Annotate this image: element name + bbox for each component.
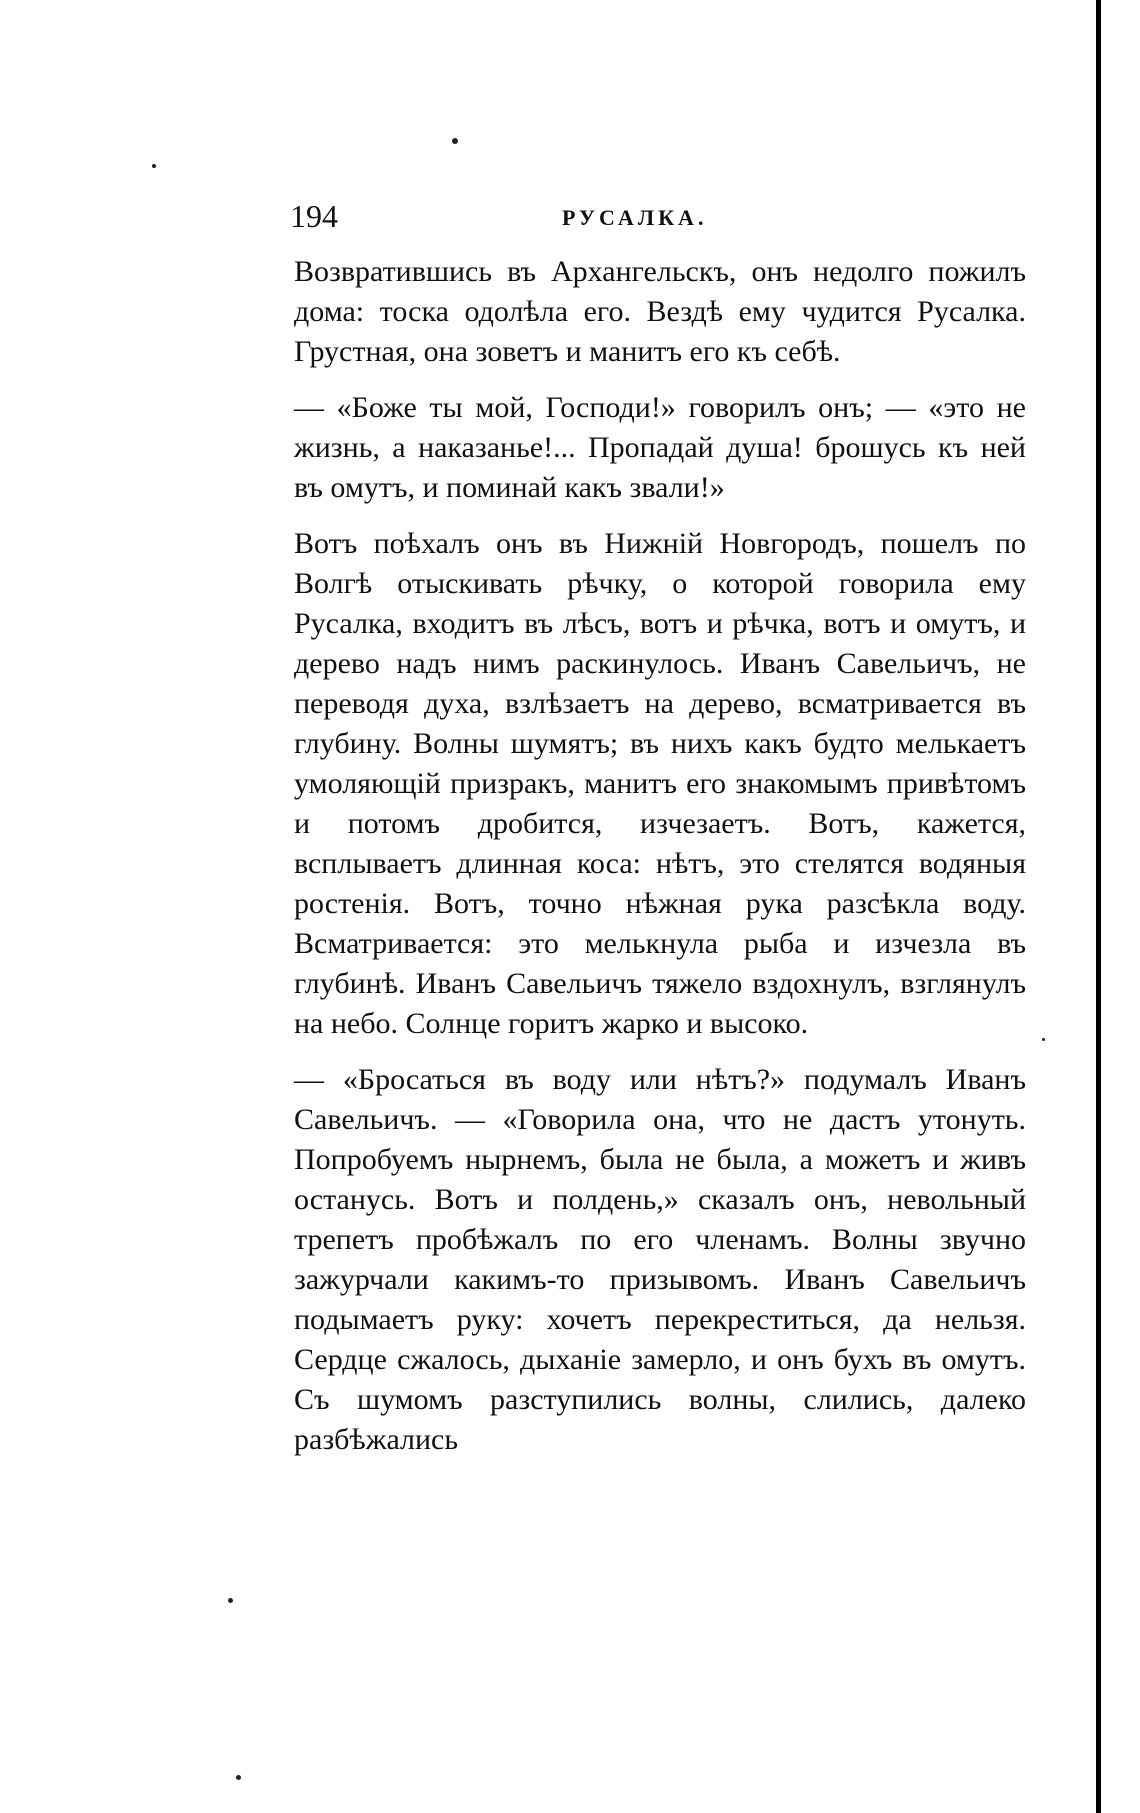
- speck: [236, 1775, 241, 1780]
- running-title: РУСАЛКА.: [562, 205, 708, 230]
- paragraph: Возвратившись въ Архангельскъ, онъ недолго пожилъ дома: тоска одолѣла его. Вездѣ ему чудится Русалка. Грустная, она зоветъ и манитъ его къ себѣ.: [294, 255, 1026, 368]
- page-header: [290, 196, 1028, 236]
- speck: [1042, 1038, 1045, 1041]
- speck: [228, 1598, 233, 1603]
- body-text: [294, 252, 1026, 1476]
- page-number: 194: [290, 198, 338, 234]
- speck: [152, 164, 156, 168]
- paragraph: Вотъ поѣхалъ онъ въ Нижній Новгородъ, пошелъ по Волгѣ отыскивать рѣчку, о которой говорила ему Русалка, входитъ въ лѣсъ, вотъ и рѣчка, вотъ и омутъ, и дерево надъ нимъ раскинулось. Иванъ Савельичъ, не переводя духа, взлѣзаетъ на дерево, всматривается въ глубину. Волны шумятъ; въ нихъ какъ будто мелькаетъ умоляющій призракъ, манитъ его знакомымъ привѣтомъ и потомъ дробится, изчезаетъ. Вотъ, кажется, всплываетъ длинная коса: нѣтъ, это стелятся водяныя ростенія. Вотъ, точно нѣжная рука разсѣкла воду. Всматривается: это мелькнула рыба и изчезла въ глубинѣ. Иванъ Савельичъ тяжело вздохнулъ, взглянулъ на небо. Солнце горитъ жарко и высоко.: [294, 527, 1026, 1040]
- speck: [452, 138, 458, 144]
- paragraph: — «Боже ты мой, Господи!» говорилъ онъ; — «это не жизнь, а наказанье!... Пропадай душа! брошусь къ ней въ омутъ, и поминай какъ звали!»: [294, 391, 1026, 504]
- page-edge-line: [1096, 0, 1101, 1813]
- paragraph: — «Бросаться въ воду или нѣтъ?» подумалъ Иванъ Савельичъ. — «Говорила она, что не дастъ утонуть. Попробуемъ нырнемъ, была не была, а можетъ и живъ останусь. Вотъ и полдень,» сказалъ онъ, невольный трепетъ пробѣжалъ по его членамъ. Волны звучно зажурчали какимъ-то призывомъ. Иванъ Савельичъ подымаетъ руку: хочетъ перекреститься, да нельзя. Сердце сжалось, дыханіе замерло, и онъ бухъ въ омутъ. Съ шумомъ разступились волны, слились, далеко разбѣжались: [294, 1063, 1026, 1456]
